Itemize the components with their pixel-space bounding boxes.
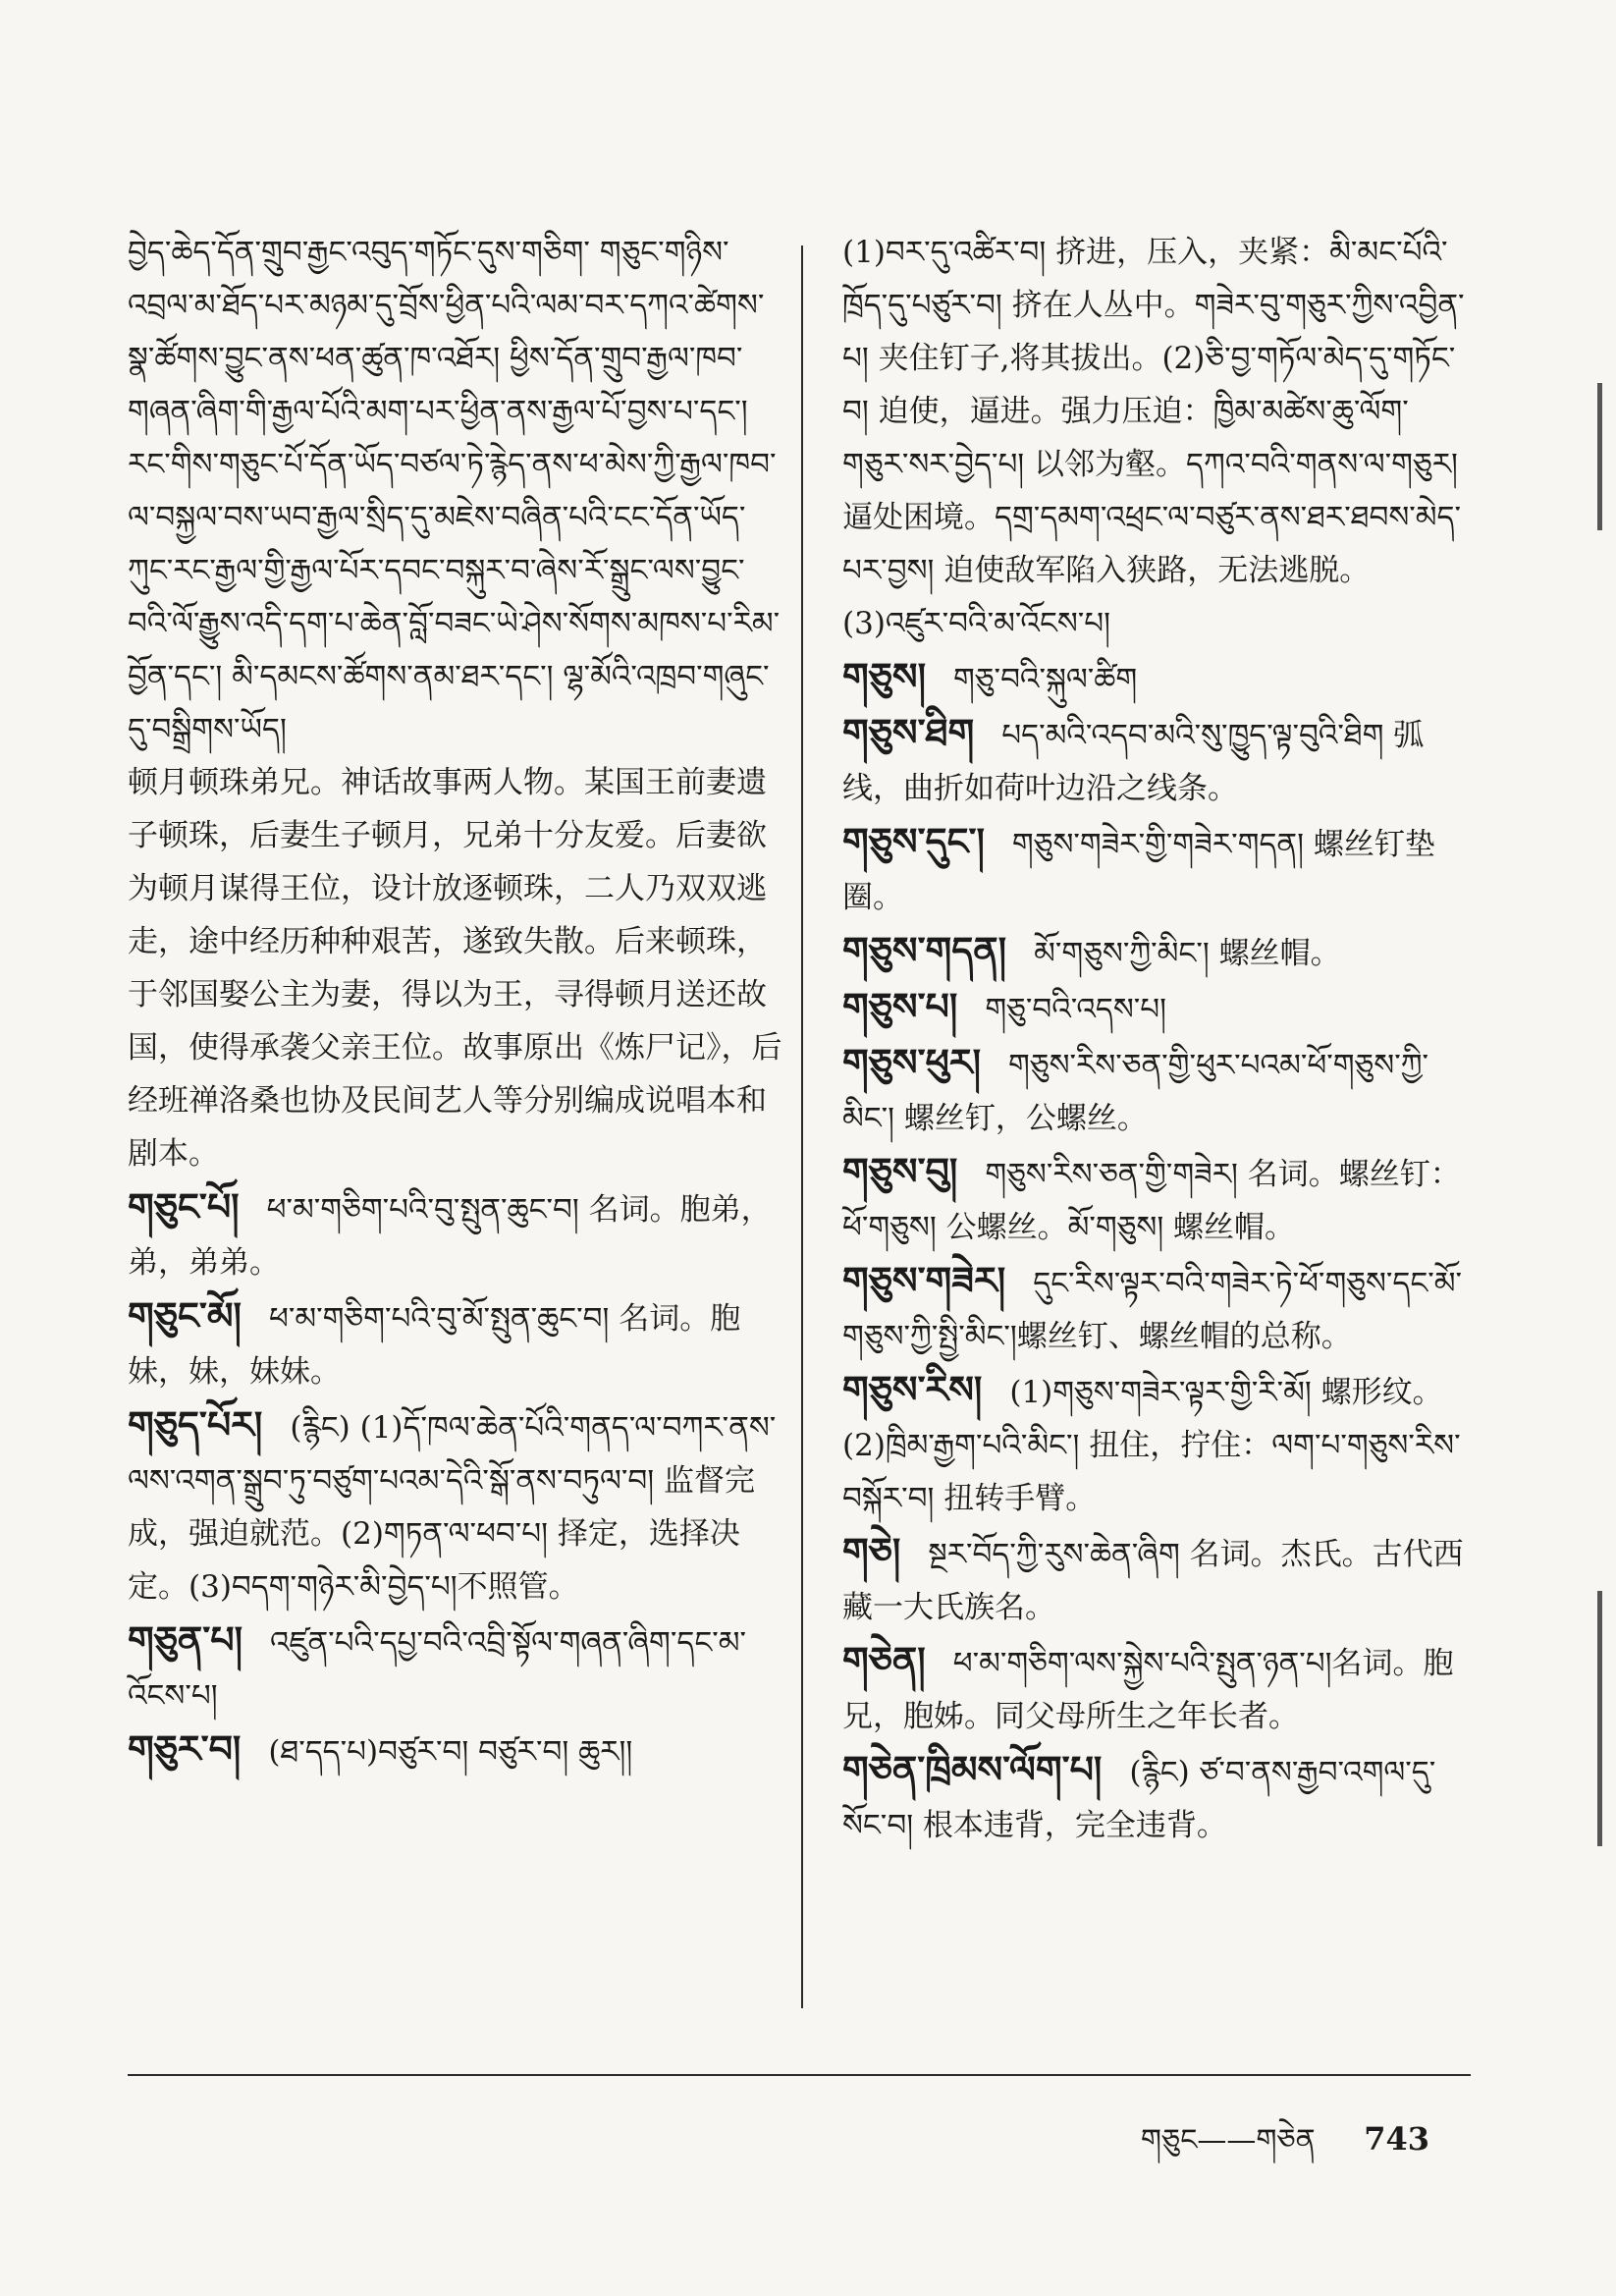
dictionary-entry	[842, 1634, 1471, 1743]
entry-headword: གཅུས་བུ།	[842, 1149, 958, 1193]
page-number: 743	[1364, 2120, 1429, 2158]
dictionary-entry	[842, 924, 1471, 980]
entry-definition: གཅུ་བའི་སྐུལ་ཚིག	[953, 662, 1138, 697]
entry-definition: (རྙིང) ཙ་བ་ནས་རྒྱབ་འགལ་དུ་སོང་བ། 根本违背，完全违背。	[842, 1755, 1436, 1843]
dictionary-entry	[842, 1254, 1471, 1363]
dictionary-entry	[128, 1180, 785, 1289]
entry-headword: གཅུང་པོ།	[128, 1184, 240, 1229]
right-column	[842, 226, 1471, 2016]
entry-headword: གཅུད་པོར།	[128, 1402, 263, 1447]
entry-headword: གཅེན་ཁྲིམས་ལོག་པ།	[842, 1747, 1103, 1791]
dictionary-entry	[842, 1525, 1471, 1634]
dictionary-entry	[842, 650, 1471, 706]
continuation-text-chinese: 顿月顿珠弟兄。神话故事两人物。某国王前妻遗子顿珠，后妻生子顿月，兄弟十分友爱。后妻欲为顿月谋得王位，设计放逐顿珠，二人乃双双逃走，途中经历种种艰苦，遂致失散。后来顿珠，于邻国娶公主为妻，得以为王，寻得顿月送还故国，使得承袭父亲王位。故事原出《炼尸记》，后经班禅洛桑也协及民间艺人等分别编成说唱本和剧本。	[128, 765, 782, 1172]
entry-definition: པད་མའི་འདབ་མའི་སུ་ཁྱུད་ལྟ་བུའི་ཐིག 弧线，曲折如荷叶边沿之线条。	[842, 718, 1425, 806]
entry-definition: གཅུས་གཟེར་གྱི་གཟེར་གདན། 螺丝钉垫圈。	[842, 827, 1435, 915]
dictionary-entry	[842, 1743, 1471, 1852]
left-column	[128, 226, 785, 2016]
dictionary-entry	[128, 1289, 785, 1398]
entry-definition: གཅུས་རིས་ཅན་གྱི་ཕུར་པའམ་ཕོ་གཅུས་ཀྱི་མིང་། 螺丝钉，公螺丝。	[842, 1048, 1429, 1136]
entry-headword: གཅུས་པ།	[842, 984, 958, 1028]
entry-headword: གཅུང་མོ།	[128, 1293, 242, 1338]
dictionary-entry	[842, 815, 1471, 924]
page-footer	[1141, 2107, 1429, 2190]
entry-definition: ཕ་མ་གཅིག་པའི་བུ་སྤུན་ཆུང་བ། 名词。胞弟，弟，弟弟。	[128, 1192, 772, 1281]
dictionary-entry	[842, 1363, 1471, 1525]
entry-definition: (རྙིང) (1)དོ་ཁལ་ཆེན་པོའི་གནད་ལ་བཀར་ནས་ལས་འགན་སྒྲུབ་ཏུ་བཙུག་པའམ་དེའི་སྒོ་ནས་བཏུལ་བ། 监督完成，强迫就范。(2)གཏན་ལ་ཕབ་པ། 择定，选择决定。(3)བདག་གཉེར་མི་བྱེད་པ།不照管。	[128, 1410, 777, 1605]
dictionary-entry	[842, 980, 1471, 1036]
entry-headword: གཅུར་བ།	[128, 1726, 242, 1771]
scan-edge-mark	[1597, 383, 1602, 530]
dictionary-entry	[842, 1145, 1471, 1254]
entry-headword: གཅེ།	[842, 1529, 901, 1573]
entry-definition: (1)གཅུས་གཟེར་ལྟར་གྱི་རི་མོ། 螺形纹。(2)ཁྲིམ་རྒྱག་པའི་མིང་། 扭住，拧住：ལག་པ་གཅུས་རིས་བསྐོར་བ། 扭转手臂。	[842, 1375, 1461, 1516]
entry-headword: གཅུས་ཕུར།	[842, 1040, 982, 1084]
entry-headword: གཅུས་རིས།	[842, 1367, 983, 1411]
entry-definition: སྔར་བོད་ཀྱི་རུས་ཆེན་ཞིག 名词。杰氏。古代西藏一大氏族名。	[842, 1537, 1464, 1625]
dictionary-entry	[842, 706, 1471, 815]
entry-definition: གཅུས་རིས་ཅན་གྱི་གཟེར། 名词。螺丝钉：ཕོ་གཅུས། 公螺丝。མོ་གཅུས། 螺丝帽。	[842, 1157, 1461, 1245]
footer-rule	[128, 2074, 1471, 2076]
entry-headword: གཅུན་པ།	[128, 1617, 243, 1662]
entry-definition: མོ་གཅུས་ཀྱི་མིང་། 螺丝帽。	[1034, 936, 1341, 971]
entry-headword: གཅུས་དུང་།	[842, 819, 985, 863]
entry-headword: གཅུས་གདན།	[842, 928, 1007, 972]
entry-headword: གཅེན།	[842, 1638, 926, 1682]
footer-range: གཅུང——གཅེན	[1140, 2123, 1316, 2158]
scan-edge-mark	[1597, 1591, 1602, 1846]
dictionary-entry	[128, 1613, 785, 1722]
entry-definition: དུང་རིས་ལྟར་བའི་གཟེར་ཏེ་ཕོ་གཅུས་དང་མོ་གཅུས་ཀྱི་སྤྱི་མིང་།螺丝钉、螺丝帽的总称。	[842, 1266, 1463, 1354]
continuation-text-tibetan: བྱེད་ཆེད་དོན་གྲུབ་རྒྱང་འབུད་གཏོང་དུས་གཅིག་ གཅུང་གཉིས་འབྲལ་མ་ཐོད་པར་མཉམ་དུ་བྲོས་ཕྱིན་པའི་ལམ་བར་དཀའ་ཚེགས་སྣ་ཚོགས་བྱུང་ནས་ཕན་ཚུན་ཁ་འཐོར། ཕྱིས་དོན་གྲུབ་རྒྱལ་ཁབ་གཞན་ཞིག་གི་རྒྱལ་པོའི་མག་པར་ཕྱིན་ནས་རྒྱལ་པོ་བྱས་པ་དང་། རང་གིས་གཅུང་པོ་དོན་ཡོད་བཙལ་ཏེ་རྙེད་ནས་ཕ་མེས་ཀྱི་རྒྱལ་ཁབ་ལ་བསྐྱལ་བས་ཡབ་རྒྱལ་སྲིད་དུ་མཇེས་བཞིན་པའི་ངང་དོན་ཡོད་ཀུང་རང་རྒྱལ་གྱི་རྒྱལ་པོར་དབང་བསྐུར་བ་ཞེས་རོ་སྒྲུང་ལས་བྱུང་བའི་ལོ་རྒྱུས་འདི་དག་པ་ཆེན་བློ་བཟང་ཡེ་ཤེས་སོགས་མཁས་པ་རིམ་བྱོན་དང་། མི་དམངས་ཚོགས་ནམ་ཐར་དང་། ལྷ་མོའི་འཁྲབ་གཞུང་དུ་བསྒྲིགས་ཡོད།	[128, 235, 781, 747]
entry-headword: གཅུས་ཐིག	[842, 710, 975, 754]
entry-definition: ཕ་མ་གཅིག་པའི་བུ་མོ་སྤུན་ཆུང་བ། 名词。胞妹，妹，妹妹。	[128, 1301, 741, 1390]
continuation-text: (1)བར་དུ་འཚིར་བ། 挤进，压入，夹紧：མི་མང་པོའི་ཁྲོད་དུ་པཙུར་བ། 挤在人丛中。གཟེར་བུ་གཅུར་ཀྱིས་འབྱིན་པ། 夹住钉子,将其拔出。(2)ཅི་བྱ་གཏོལ་མེད་དུ་གཏོང་བ། 迫使，逼进。强力压迫：ཁྱིམ་མཚེས་ཆུ་ལོག་གཅུར་སར་བྱེད་པ། 以邻为壑。དཀའ་བའི་གནས་ལ་གཅུར། 逼处困境。དགྲ་དམག་འཕྲང་ལ་བཙུར་ནས་ཐར་ཐབས་མེད་པར་བྱས། 迫使敌军陷入狭路，无法逃脱。(3)འཛུར་བའི་མ་འོངས་པ།	[842, 235, 1465, 641]
dictionary-entry	[128, 1722, 785, 1778]
entry-headword: གཅུས།	[842, 654, 927, 698]
entry-definition: ཕ་མ་གཅིག་ལས་སྐྱེས་པའི་སྤུན་ཉན་པ།名词。胞兄，胞姊。同父母所生之年长者。	[842, 1646, 1454, 1734]
column-divider	[801, 246, 803, 2008]
entry-definition: གཅུ་བའི་འདས་པ།	[985, 992, 1167, 1027]
entry-headword: གཅུས་གཟེར།	[842, 1258, 1006, 1302]
dictionary-entry	[128, 1398, 785, 1613]
entry-definition: (ཐ་དད་པ)བཙུར་བ། བཙུར་བ། ཆུར།།	[268, 1734, 633, 1770]
entry-definition: འཛུན་པའི་དཔྱ་བའི་འབྲི་སྟོལ་གཞན་ཞིག་དང་མ་འོངས་པ།	[128, 1625, 747, 1714]
dictionary-entry	[842, 1036, 1471, 1145]
